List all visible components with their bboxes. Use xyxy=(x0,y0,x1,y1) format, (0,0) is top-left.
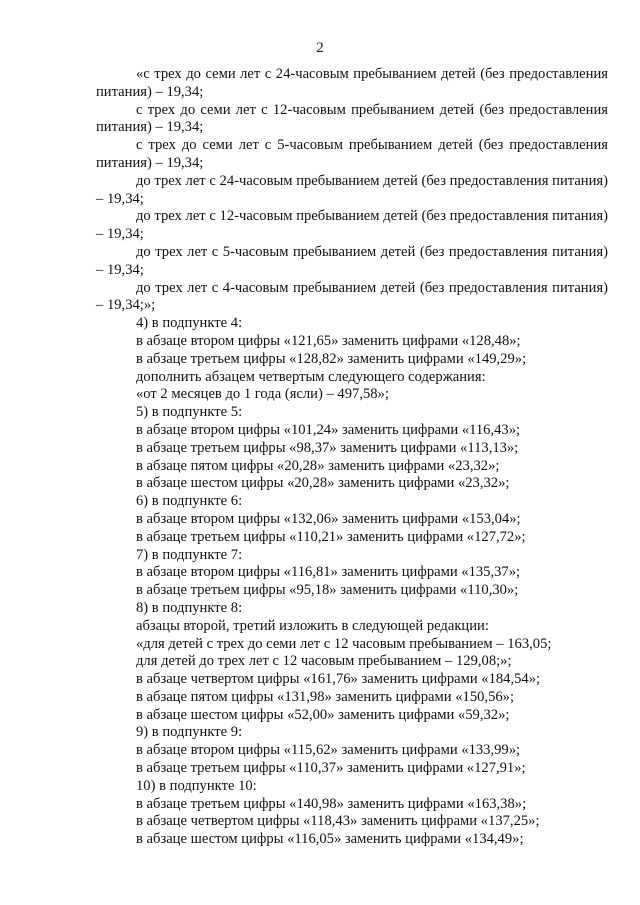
document-paragraph: 6) в подпункте 6: xyxy=(136,493,243,510)
document-paragraph: в абзаце третьем цифры «95,18» заменить цифрами «110,30»; xyxy=(136,582,519,599)
document-paragraph: в абзаце третьем цифры «140,98» заменить цифрами «163,38»; xyxy=(136,795,527,812)
document-paragraph: абзацы второй, третий изложить в следующей редакции: xyxy=(136,617,489,634)
document-paragraph: «от 2 месяцев до 1 года (ясли) – 497,58»; xyxy=(136,386,389,403)
document-paragraph: в абзаце шестом цифры «20,28» заменить цифрами «23,32»; xyxy=(136,475,510,492)
document-paragraph: до трех лет с 5-часовым пребыванием детей (без предоставления питания) – 19,34; xyxy=(96,243,608,278)
document-paragraph: в абзаце третьем цифры «110,21» заменить цифрами «127,72»; xyxy=(136,528,526,545)
document-paragraph: в абзаце пятом цифры «20,28» заменить цифрами «23,32»; xyxy=(136,457,500,474)
document-paragraph: «с трех до семи лет с 24-часовым пребыванием детей (без предоставления питания) – 19,34; xyxy=(96,66,608,100)
document-paragraph: в абзаце шестом цифры «52,00» заменить цифрами «59,32»; xyxy=(136,706,510,723)
page-number: 2 xyxy=(316,40,324,56)
document-paragraph: в абзаце втором цифры «116,81» заменить цифрами «135,37»; xyxy=(136,564,521,581)
document-paragraph: для детей до трех лет с 12 часовым пребыванием – 129,08;»; xyxy=(136,653,512,670)
document-paragraph: в абзаце пятом цифры «131,98» заменить цифрами «150,56»; xyxy=(136,688,515,705)
document-paragraph: в абзаце третьем цифры «110,37» заменить цифрами «127,91»; xyxy=(136,760,526,777)
document-paragraph: 9) в подпункте 9: xyxy=(136,724,243,741)
document-paragraph: в абзаце втором цифры «115,62» заменить цифрами «133,99»; xyxy=(136,742,521,759)
document-paragraph: «для детей с трех до семи лет с 12 часовым пребыванием – 163,05; xyxy=(136,635,552,652)
document-paragraph: 5) в подпункте 5: xyxy=(136,404,243,421)
document-paragraph: 8) в подпункте 8: xyxy=(136,599,243,616)
document-paragraph: в абзаце втором цифры «101,24» заменить цифрами «116,43»; xyxy=(136,421,521,438)
document-paragraph: 4) в подпункте 4: xyxy=(136,315,243,332)
document-paragraph: до трех лет с 4-часовым пребыванием детей (без предоставления питания) – 19,34;»; xyxy=(96,279,608,314)
document-paragraph: в абзаце втором цифры «132,06» заменить цифрами «153,04»; xyxy=(136,510,521,527)
document-body xyxy=(96,66,608,849)
document-paragraph: в абзаце четвертом цифры «118,43» заменить цифрами «137,25»; xyxy=(136,813,540,830)
document-paragraph: 7) в подпункте 7: xyxy=(136,546,243,563)
document-paragraph: до трех лет с 12-часовым пребыванием детей (без предоставления питания) – 19,34; xyxy=(96,208,608,243)
document-paragraph: в абзаце третьем цифры «128,82» заменить цифрами «149,29»; xyxy=(136,350,527,367)
document-paragraph: с трех до семи лет с 5-часовым пребыванием детей (без предоставления питания) – 19,34; xyxy=(96,137,608,171)
document-paragraph: с трех до семи лет с 12-часовым пребыванием детей (без предоставления питания) – 19,34; xyxy=(96,101,608,136)
document-paragraph: в абзаце втором цифры «121,65» заменить цифрами «128,48»; xyxy=(136,332,521,349)
document-paragraph: в абзаце третьем цифры «98,37» заменить цифрами «113,13»; xyxy=(136,439,519,456)
document-paragraph: в абзаце четвертом цифры «161,76» заменить цифрами «184,54»; xyxy=(136,671,541,688)
document-paragraph: в абзаце шестом цифры «116,05» заменить цифрами «134,49»; xyxy=(136,831,524,848)
document-paragraph: до трех лет с 24-часовым пребыванием детей (без предоставления питания) – 19,34; xyxy=(96,172,608,207)
document-paragraph: дополнить абзацем четвертым следующего содержания: xyxy=(136,368,486,385)
document-paragraph: 10) в подпункте 10: xyxy=(136,777,257,794)
